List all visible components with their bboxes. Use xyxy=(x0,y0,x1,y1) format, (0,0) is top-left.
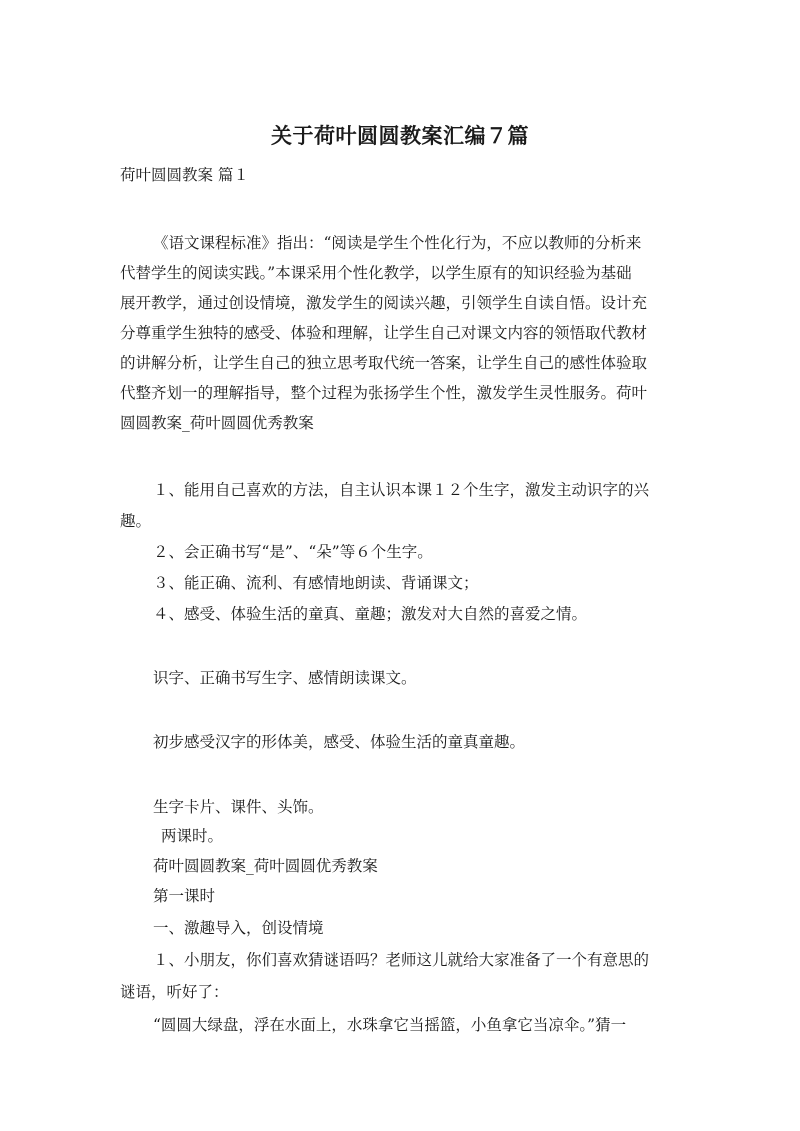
goal-2: ２、会正确书写“是”、“朵”等６个生字。 xyxy=(153,543,433,561)
section-heading: 荷叶圆圆教案 篇１ xyxy=(120,166,249,184)
intro-line-6: 代整齐划一的理解指导，整个过程为张扬学生个性，激发学生灵性服务。荷叶 xyxy=(120,384,648,402)
intro-line-2: 代替学生的阅读实践。”本课采用个性化教学，以学生原有的知识经验为基础 xyxy=(120,264,632,282)
preparation: 生字卡片、课件、头饰。 xyxy=(153,798,324,816)
section-1-heading: 一、激趣导入，创设情境 xyxy=(153,919,324,937)
document-title: 关于荷叶圆圆教案汇编７篇 xyxy=(271,124,529,148)
difficulties: 初步感受汉字的形体美，感受、体验生活的童真童趣。 xyxy=(153,733,526,751)
goal-4: ４、感受、体验生活的童真、童趣；激发对大自然的喜爱之情。 xyxy=(153,605,588,623)
goal-1-line-2: 趣。 xyxy=(120,512,152,530)
first-lesson: 第一课时 xyxy=(153,887,216,905)
intro-line-5: 的讲解分析，让学生自己的独立思考取代统一答案，让学生自己的感性体验取 xyxy=(120,354,648,372)
step-1-line-1: １、小朋友，你们喜欢猜谜语吗？老师这儿就给大家准备了一个有意思的 xyxy=(153,951,650,969)
subtitle-repeat: 荷叶圆圆教案_荷叶圆圆优秀教案 xyxy=(153,857,378,875)
goal-1-line-1: １、能用自己喜欢的方法，自主认识本课１２个生字，激发主动识字的兴 xyxy=(153,481,650,499)
key-points: 识字、正确书写生字、感情朗读课文。 xyxy=(153,669,417,687)
goal-3: ３、能正确、流利、有感情地朗读、背诵课文； xyxy=(153,574,479,592)
intro-line-1: 《语文课程标准》指出：“阅读是学生个性化行为，不应以教师的分析来 xyxy=(153,234,642,252)
intro-line-3: 展开教学，通过创设情境，激发学生的阅读兴趣，引领学生自读自悟。设计充 xyxy=(120,294,648,312)
riddle-line: “圆圆大绿盘，浮在水面上，水珠拿它当摇篮，小鱼拿它当凉伞。”猜一 xyxy=(153,1016,627,1034)
class-hours: 两课时。 xyxy=(161,827,224,845)
intro-line-7: 圆圆教案_荷叶圆圆优秀教案 xyxy=(120,414,314,432)
intro-line-4: 分尊重学生独特的感受、体验和理解，让学生自己对课文内容的领悟取代教材 xyxy=(120,324,648,342)
step-1-line-2: 谜语，听好了： xyxy=(120,983,229,1001)
